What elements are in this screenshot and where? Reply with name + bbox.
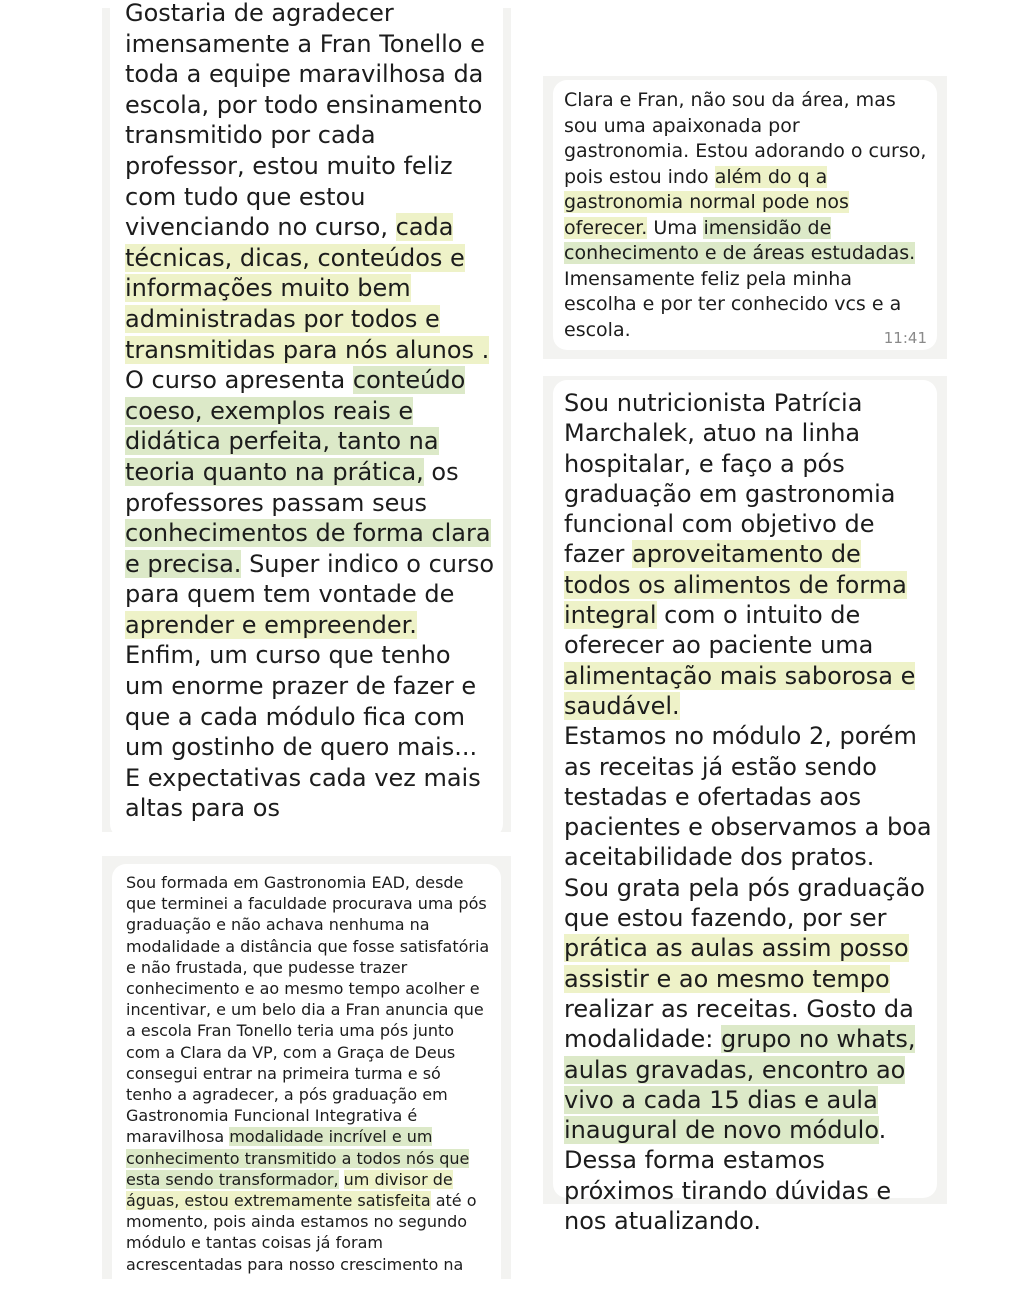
message-3-part: Sou grata pela pós graduação que estou fazendo, por ser <box>564 873 925 933</box>
message-3-highlight: prática as aulas assim posso assistir e ao mesmo tempo <box>564 934 909 993</box>
testimonial-card-4 <box>102 856 511 1279</box>
message-bubble-1 <box>110 0 503 838</box>
message-1-highlight: cada técnicas, dicas, conteúdos e informações muito bem administradas por todos e transmitidas para nós alunos . <box>125 213 490 364</box>
message-3-part: Estamos no módulo 2, porém as receitas já estão sendo testadas e ofertadas aos pacientes e observamos a boa aceitabilidade dos pratos. <box>564 722 932 872</box>
message-3-highlight: alimentação mais saborosa e saudável. <box>564 661 916 720</box>
message-4-part: Sou formada em Gastronomia EAD, desde que terminei a faculdade procurava uma pós graduação e não achava nenhuma na modalidade a distância que fosse satisfatória e não frustada, que pudesse trazer conhecimento e ao mesmo tempo acolher e incentivar, e um belo dia a Fran anuncia que a escola Fran Tonello teria uma pós junto com a Clara da VP, com a Graça de Deus consegui entrar na primeira turma e só tenho a agradecer, a pós graduação em Gastronomia Funcional Integrativa é maravilhosa <box>126 873 490 1147</box>
message-4-text <box>126 872 491 1275</box>
message-3-text <box>564 388 934 1236</box>
message-1-highlight: aprender e empreender. <box>125 610 417 639</box>
message-1-highlight: conteúdo coeso, exemplos reais e didática perfeita, tanto na teoria quanto na prática, <box>125 366 466 486</box>
message-2-highlight: imensidão de conhecimento e de áreas estudadas. <box>564 216 916 264</box>
message-3-part: . <box>878 1116 887 1145</box>
message-1-part: O curso apresenta <box>125 366 353 395</box>
message-4-part <box>339 1170 344 1189</box>
message-3-highlight: grupo no whats, aulas gravadas, encontro ao vivo a cada 15 dias e aula inaugural de novo módulo <box>564 1025 916 1145</box>
message-bubble-3 <box>553 380 937 1236</box>
message-3-part: com o intuito de oferecer ao paciente uma <box>564 601 874 660</box>
message-1-part: os professores passam seus <box>125 457 459 517</box>
message-1-part: Gostaria de agradecer imensamente a Fran Tonello e toda a equipe maravilhosa da escola, por todo ensinamento transmitido por cada professor, estou muito feliz com tudo que estou vivenciando no curso, <box>125 0 485 242</box>
testimonial-card-1 <box>102 0 511 832</box>
message-4-highlight: um divisor de águas, estou extremamente satisfeita <box>126 1169 453 1211</box>
testimonial-card-3 <box>543 376 947 1236</box>
message-3-part: Sou nutricionista Patrícia Marchalek, atuo na linha hospitalar, e faço a pós graduação em gastronomia funcional com objetivo de fazer <box>564 389 896 569</box>
message-bubble-2 <box>553 80 937 350</box>
message-4-part: até o momento, pois ainda estamos no segundo módulo e tantas coisas já foram acrescentadas para nosso crescimento na <box>126 1191 477 1274</box>
message-2-part: Imensamente feliz pela minha escolha e por ter conhecido vcs e a escola. <box>564 267 902 341</box>
message-4-highlight: modalidade incrível e um conhecimento transmitido a todos nós que esta sendo transformador, <box>126 1127 470 1189</box>
message-1-part: Enfim, um curso que tenho um enorme prazer de fazer e que a cada módulo fica com um gostinho de quero mais... E expectativas cada vez mais altas para os <box>125 641 481 823</box>
message-3-part: Dessa forma estamos próximos tirando dúvidas e nos atualizando. <box>564 1146 892 1236</box>
message-3-part: realizar as receitas. Gosto da modalidade: <box>564 994 914 1054</box>
message-bubble-4 <box>112 864 501 1294</box>
message-1-text <box>125 0 495 824</box>
message-3-highlight: aproveitamento de todos os alimentos de forma integral <box>564 540 907 630</box>
message-2-text <box>564 88 930 343</box>
message-1-part: Super indico o curso para quem tem vontade de <box>125 549 495 609</box>
message-2-timestamp: 11:41 <box>883 329 927 347</box>
message-2-part: Clara e Fran, não sou da área, mas sou uma apaixonada por gastronomia. Estou adorando o curso, pois estou indo <box>564 89 927 188</box>
message-1-highlight: conhecimentos de forma clara e precisa. <box>125 519 491 578</box>
message-2-part: Uma <box>647 216 704 239</box>
testimonial-card-2 <box>543 76 947 359</box>
message-2-highlight: além do q a gastronomia normal pode nos oferecer. <box>564 165 849 239</box>
